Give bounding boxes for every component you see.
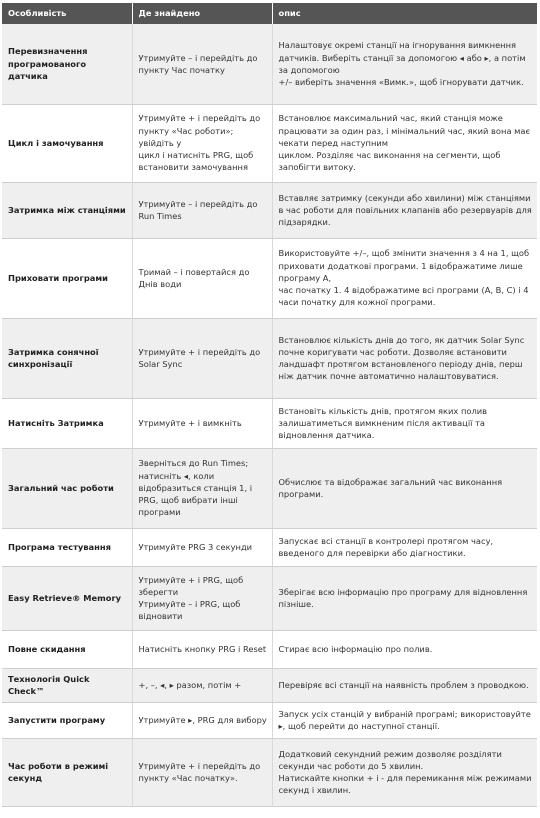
where-found-cell xyxy=(132,630,272,668)
where-found-cell xyxy=(132,668,272,702)
table-row xyxy=(2,528,537,566)
description-cell-line: Запуск усіх станцій у вибраній програмі; використовуйте ▸, щоб перейти до наступної станції. xyxy=(278,708,531,731)
description-cell-line: Додатковий секундний режим дозволяє розділяти секунди час роботи до 5 хвилин. xyxy=(278,748,502,771)
description-cell-line: Стирає всю інформацію про полив. xyxy=(278,643,433,654)
where-found-cell xyxy=(132,448,272,528)
where-found-cell-line: Утримуйте + і перейдіть до Solar Sync xyxy=(138,346,261,369)
table-row xyxy=(2,104,537,182)
feature-cell: Перевизначення програмованого датчика xyxy=(2,24,132,104)
table-row xyxy=(2,398,537,448)
description-cell-line: Встановлює кількість днів до того, як датчик Solar Sync почне коригувати час роботи. Дозволяє встановити ландшафт протягом встановленого періоду днів, перш ніж датчик почне автоматично налаштовуватися. xyxy=(278,334,525,382)
table-row xyxy=(2,738,537,806)
description-cell xyxy=(272,24,537,104)
description-cell xyxy=(272,182,537,238)
where-found-cell xyxy=(132,398,272,448)
feature-cell: Цикл і замочування xyxy=(2,104,132,182)
where-found-cell xyxy=(132,566,272,630)
where-found-cell xyxy=(132,528,272,566)
table-row xyxy=(2,24,537,104)
where-found-cell-line: Утримуйте + і PRG, щоб зберегти xyxy=(138,574,244,597)
description-cell xyxy=(272,238,537,318)
description-cell-line: Зберігає всю інформацію про програму для відновлення пізніше. xyxy=(278,586,528,609)
description-cell xyxy=(272,738,537,806)
where-found-cell xyxy=(132,738,272,806)
where-found-cell-line: Утримуйте + і вимкніть xyxy=(138,417,242,428)
description-cell-line: Використовуйте +/–, щоб змінити значення з 4 на 1, щоб приховати додаткові програми. 1 відображатиме лише програму А, xyxy=(278,248,530,283)
description-cell-line: Перевіряє всі станції на наявність проблем з проводкою. xyxy=(278,679,529,690)
where-found-cell xyxy=(132,238,272,318)
table-row xyxy=(2,566,537,630)
description-cell xyxy=(272,566,537,630)
where-found-cell-line: Утримуйте PRG 3 секунди xyxy=(138,541,253,552)
description-cell xyxy=(272,448,537,528)
where-found-cell xyxy=(132,24,272,104)
description-cell xyxy=(272,702,537,738)
where-found-cell-line: Утримуйте – і перейдіть до Run Times xyxy=(138,198,258,221)
where-found-cell-line: Тримай – і повертайся до Днів води xyxy=(138,266,250,289)
where-found-cell-line: цикл і натисніть PRG, щоб встановити замочування xyxy=(138,150,254,173)
feature-cell: Повне скидання xyxy=(2,630,132,668)
description-cell-line: Натискайте кнопки + і - для перемикання між режимами секунд і хвилин. xyxy=(278,773,532,796)
where-found-cell-line: Утримуйте – і PRG, щоб відновити xyxy=(138,599,241,622)
where-found-cell-line: +, –, ◂, ▸ разом, потім + xyxy=(138,679,242,690)
where-found-cell-line: Зверніться до Run Times; натисніть ◂, коли відобразиться станція 1, і PRG, щоб вибрати інші програми xyxy=(138,458,253,518)
description-cell-line: Встановлює максимальний час, який станція може працювати за один раз, і мінімальний час, який вона має чекати перед наступним xyxy=(278,113,531,148)
feature-cell: Затримка сонячної синхронізації xyxy=(2,318,132,398)
description-cell xyxy=(272,668,537,702)
where-found-cell-line: Утримуйте + і перейдіть до пункту «Час початку». xyxy=(138,760,261,783)
where-found-cell xyxy=(132,182,272,238)
description-cell-line: Запускає всі станції в контролері протягом часу, введеного для перевірки або діагностики. xyxy=(278,535,494,558)
description-cell-line: час початку 1. 4 відображатиме всі програми (A, B, C) і 4 часи початку для кожної програми. xyxy=(278,285,529,308)
table-row xyxy=(2,318,537,398)
header-feature: Особливість xyxy=(2,3,132,24)
table-row xyxy=(2,668,537,702)
where-found-cell xyxy=(132,318,272,398)
where-found-cell-line: Утримуйте – і перейдіть до пункту Час початку xyxy=(138,52,258,75)
table-header xyxy=(2,3,537,24)
feature-cell: Час роботи в режимі секунд xyxy=(2,738,132,806)
table-body xyxy=(2,24,537,806)
feature-cell: Натисніть Затримка xyxy=(2,398,132,448)
feature-cell: Програма тестування xyxy=(2,528,132,566)
table-row xyxy=(2,630,537,668)
table-row xyxy=(2,182,537,238)
where-found-cell-line: Утримуйте + і перейдіть до пункту «Час роботи»; увійдіть у xyxy=(138,113,261,148)
feature-cell: Загальний час роботи xyxy=(2,448,132,528)
feature-cell: Запустити програму xyxy=(2,702,132,738)
feature-cell: Easy Retrieve® Memory xyxy=(2,566,132,630)
description-cell-line: Встановіть кількість днів, протягом яких полив залишатиметься вимкненим після активації та відновлення датчика. xyxy=(278,405,488,441)
header-where-found: Де знайдено xyxy=(132,3,272,24)
description-cell-line: +/– виберіть значення «Вимк.», щоб ігнорувати датчик. xyxy=(278,76,524,87)
description-cell-line: Вставляє затримку (секунди або хвилини) між станціями в час роботи для повільних клапанів або резервуарів для підзарядки. xyxy=(278,192,532,228)
header-description: опис xyxy=(272,3,537,24)
table-row xyxy=(2,238,537,318)
features-table xyxy=(2,3,537,807)
where-found-cell-line: Утримуйте ▸, PRG для вибору xyxy=(138,714,267,725)
description-cell-line: Обчислює та відображає загальний час виконання програми. xyxy=(278,476,503,499)
description-cell xyxy=(272,318,537,398)
description-cell-line: Налаштовує окремі станції на ігнорування вимкнення датчиків. Виберіть станції за допомогою ◂ або ▸, а потім за допомогою xyxy=(278,40,526,75)
where-found-cell xyxy=(132,104,272,182)
feature-cell: Затримка між станціями xyxy=(2,182,132,238)
description-cell-line: циклом. Розділяє час виконання на сегменти, щоб запобігти витоку. xyxy=(278,150,501,173)
description-cell xyxy=(272,630,537,668)
table-row xyxy=(2,448,537,528)
feature-cell: Приховати програми xyxy=(2,238,132,318)
description-cell xyxy=(272,528,537,566)
description-cell xyxy=(272,398,537,448)
feature-cell: Технологія Quick Check™ xyxy=(2,668,132,702)
table-row xyxy=(2,702,537,738)
header-row xyxy=(2,3,537,24)
where-found-cell xyxy=(132,702,272,738)
where-found-cell-line: Натисніть кнопку PRG і Reset xyxy=(138,643,267,654)
description-cell xyxy=(272,104,537,182)
